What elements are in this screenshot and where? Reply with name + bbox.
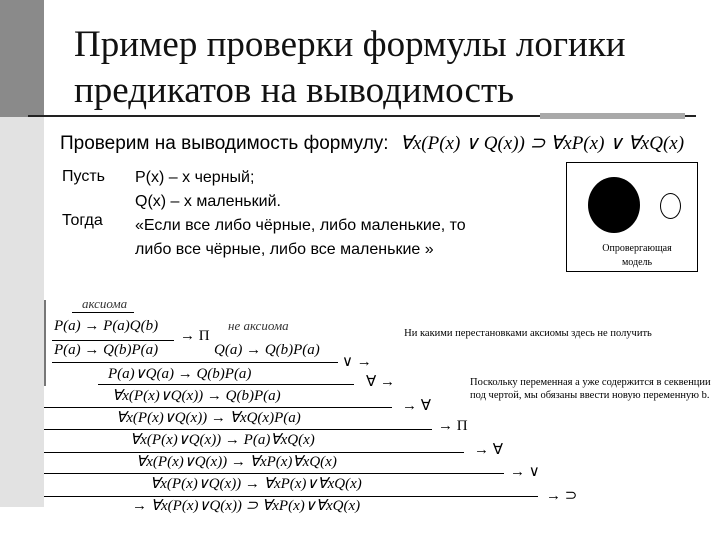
rule-forall-right-2: → ∀ <box>474 442 504 458</box>
slide-title <box>74 22 694 114</box>
seq-5: ∀x(P(x)∨Q(x)) → Q(b)P(a) <box>112 388 281 404</box>
rule-line-1 <box>52 340 174 341</box>
seq-1: P(a) → P(a)Q(b) <box>54 318 159 334</box>
axiom-overline <box>72 312 134 313</box>
p-definition: P(x) – x черный; <box>135 169 255 186</box>
intro-formula: ∀x(P(x) ∨ Q(x)) ⊃ ∀xP(x) ∨ ∀xQ(x) <box>399 133 685 154</box>
title-underline-accent <box>540 113 685 119</box>
seq-8: ∀x(P(x)∨Q(x)) → ∀xP(x)∀xQ(x) <box>136 454 337 470</box>
rule-forall-left: ∀ → <box>366 374 396 390</box>
seq-6: ∀x(P(x)∨Q(x)) → ∀xQ(x)P(a) <box>116 410 301 426</box>
rule-or-left: ∨ → <box>342 354 372 370</box>
seq-3: P(a) → Q(b)P(a) <box>54 342 159 358</box>
rule-line-3 <box>98 384 354 385</box>
q-definition: Q(x) – x маленький. <box>135 193 281 210</box>
let-word: Пусть <box>62 168 105 185</box>
white-circle <box>660 193 681 219</box>
rule-or-right: → ∨ <box>510 464 540 480</box>
seq-2: Q(a) → Q(b)P(a) <box>214 342 320 358</box>
seq-4: P(a)∨Q(a) → Q(b)P(a) <box>108 366 252 382</box>
intro-line <box>60 132 684 155</box>
model-caption: Опровергающая модель <box>587 242 687 270</box>
label-not-axiom: не аксиома <box>228 318 289 333</box>
rule-perm: → Π <box>180 328 210 344</box>
note-new-variable: Поскольку переменная a уже содержится в секвенции под чертой, мы обязаны ввести новую переменную b. <box>470 376 715 402</box>
statement-line-2: либо все чёрные, либо все маленькие » <box>135 241 434 258</box>
note-no-permutation: Ни какими перестановками аксиомы здесь не получить <box>378 327 678 340</box>
seq-9: ∀x(P(x)∨Q(x)) → ∀xP(x)∨∀xQ(x) <box>150 476 362 492</box>
definitions-block <box>135 166 466 262</box>
decor-bar-dark <box>0 0 44 117</box>
seq-10: → ∀x(P(x)∨Q(x)) ⊃ ∀xP(x)∨∀xQ(x) <box>132 498 361 514</box>
intro-text: Проверим на выводимость формулу: <box>60 133 389 154</box>
decor-bar-light <box>0 117 44 507</box>
rule-forall-right: → ∀ <box>402 398 432 414</box>
then-word: Тогда <box>62 212 103 229</box>
statement-line-1: «Если все либо чёрные, либо маленькие, то <box>135 217 466 234</box>
decor-bar-line <box>44 300 46 386</box>
rule-perm-2: → Π <box>438 418 468 434</box>
rule-line-2 <box>52 362 338 363</box>
label-axiom: аксиома <box>82 296 128 311</box>
title-line-1: Пример проверки формулы логики <box>74 24 626 65</box>
rule-impl-right: → ⊃ <box>546 488 578 504</box>
title-line-2: предикатов на выводимость <box>74 70 515 111</box>
seq-7: ∀x(P(x)∨Q(x)) → P(a)∀xQ(x) <box>130 432 315 448</box>
black-circle <box>588 177 640 233</box>
